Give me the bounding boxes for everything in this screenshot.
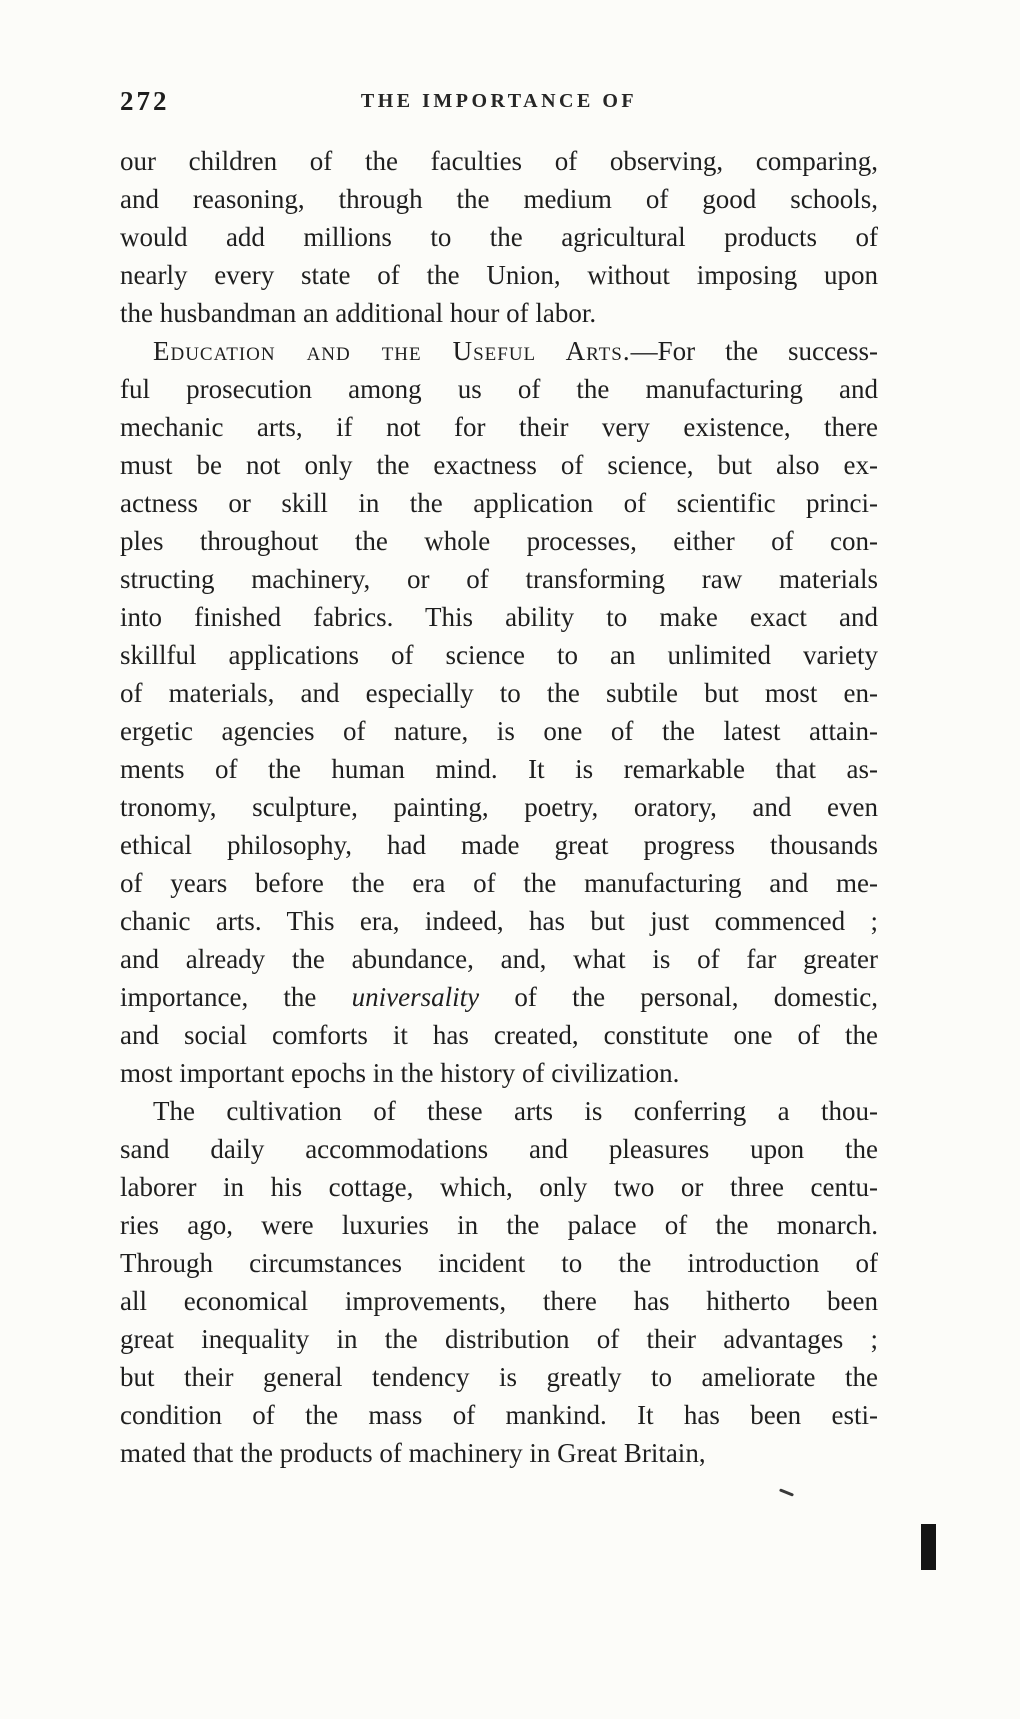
text-line bbox=[120, 1358, 878, 1396]
body-text: into finished fabrics. This ability to make exact and bbox=[120, 602, 878, 632]
body-text: laborer in his cottage, which, only two or three centu- bbox=[120, 1172, 878, 1202]
paragraph bbox=[120, 332, 878, 1092]
text-line bbox=[120, 446, 878, 484]
body-text: great inequality in the distribution of their advantages ; bbox=[120, 1324, 878, 1354]
text-line bbox=[120, 1320, 878, 1358]
body-text: ethical philosophy, had made great progress thousands bbox=[120, 830, 878, 860]
body-text: sand daily accommodations and pleasures upon the bbox=[120, 1134, 878, 1164]
text-line bbox=[120, 1168, 878, 1206]
body-text: —For the success- bbox=[630, 336, 878, 366]
page-header bbox=[120, 84, 878, 116]
text-line bbox=[120, 180, 878, 218]
text-block bbox=[120, 142, 878, 1472]
text-line bbox=[120, 484, 878, 522]
text-line bbox=[120, 674, 878, 712]
text-line bbox=[120, 826, 878, 864]
body-text: of materials, and especially to the subtile but most en- bbox=[120, 678, 878, 708]
body-text: of the personal, domestic, bbox=[479, 982, 878, 1012]
body-text: the husbandman an additional hour of labor. bbox=[120, 298, 597, 328]
text-line bbox=[120, 598, 878, 636]
text-line bbox=[120, 1206, 878, 1244]
text-line bbox=[120, 522, 878, 560]
text-line bbox=[120, 1434, 878, 1472]
text-line bbox=[120, 864, 878, 902]
body-text: chanic arts. This era, indeed, has but just commenced ; bbox=[120, 906, 878, 936]
body-text: and already the abundance, and, what is of far greater bbox=[120, 944, 878, 974]
text-line bbox=[120, 1282, 878, 1320]
body-text: skillful applications of science to an unlimited variety bbox=[120, 640, 878, 670]
body-text: our children of the faculties of observing, comparing, bbox=[120, 146, 878, 176]
body-text: nearly every state of the Union, without imposing upon bbox=[120, 260, 878, 290]
paragraph bbox=[120, 142, 878, 332]
body-text: and social comforts it has created, constitute one of the bbox=[120, 1020, 878, 1050]
text-line bbox=[120, 978, 878, 1016]
body-text: all economical improvements, there has hitherto been bbox=[120, 1286, 878, 1316]
text-line bbox=[120, 142, 878, 180]
text-line bbox=[120, 1016, 878, 1054]
body-text: The cultivation of these arts is conferring a thou- bbox=[153, 1096, 878, 1126]
text-line bbox=[120, 560, 878, 598]
body-text: ergetic agencies of nature, is one of the latest attain- bbox=[120, 716, 878, 746]
text-line bbox=[120, 1092, 878, 1130]
body-text: actness or skill in the application of scientific princi- bbox=[120, 488, 878, 518]
text-line bbox=[120, 712, 878, 750]
body-text: mechanic arts, if not for their very existence, there bbox=[120, 412, 878, 442]
text-line bbox=[120, 294, 878, 332]
body-text: structing machinery, or of transforming raw materials bbox=[120, 564, 878, 594]
body-text: most important epochs in the history of civilization. bbox=[120, 1058, 680, 1088]
text-line bbox=[120, 788, 878, 826]
text-line bbox=[120, 1054, 878, 1092]
body-text: ples throughout the whole processes, either of con- bbox=[120, 526, 878, 556]
body-text: ful prosecution among us of the manufacturing and bbox=[120, 374, 878, 404]
scan-artifact-tick bbox=[779, 1488, 794, 1496]
scan-artifact-bar bbox=[921, 1524, 936, 1570]
text-line bbox=[120, 750, 878, 788]
body-text: Through circumstances incident to the introduction of bbox=[120, 1248, 878, 1278]
body-text: condition of the mass of mankind. It has been esti- bbox=[120, 1400, 878, 1430]
body-text: must be not only the exactness of science, but also ex- bbox=[120, 450, 878, 480]
text-line bbox=[120, 408, 878, 446]
body-text: of years before the era of the manufacturing and me- bbox=[120, 868, 878, 898]
body-text: ments of the human mind. It is remarkable that as- bbox=[120, 754, 878, 784]
text-line bbox=[120, 256, 878, 294]
body-text: importance, the bbox=[120, 982, 352, 1012]
italic-text: universality bbox=[351, 982, 480, 1012]
text-line bbox=[120, 902, 878, 940]
text-line bbox=[120, 636, 878, 674]
text-line bbox=[120, 332, 878, 370]
page-number: 272 bbox=[120, 86, 170, 116]
body-text: would add millions to the agricultural products of bbox=[120, 222, 878, 252]
body-text: and reasoning, through the medium of good schools, bbox=[120, 184, 878, 214]
running-title: THE IMPORTANCE OF bbox=[360, 90, 638, 112]
text-line bbox=[120, 218, 878, 256]
text-line bbox=[120, 1396, 878, 1434]
text-line bbox=[120, 370, 878, 408]
body-text: but their general tendency is greatly to ameliorate the bbox=[120, 1362, 878, 1392]
body-text: ries ago, were luxuries in the palace of the monarch. bbox=[120, 1210, 878, 1240]
text-line bbox=[120, 940, 878, 978]
text-line bbox=[120, 1244, 878, 1282]
text-line bbox=[120, 1130, 878, 1168]
body-text: tronomy, sculpture, painting, poetry, oratory, and even bbox=[120, 792, 878, 822]
paragraph bbox=[120, 1092, 878, 1472]
body-text: mated that the products of machinery in Great Britain, bbox=[120, 1438, 706, 1468]
smallcaps-text: Education and the Useful Arts. bbox=[153, 336, 631, 366]
